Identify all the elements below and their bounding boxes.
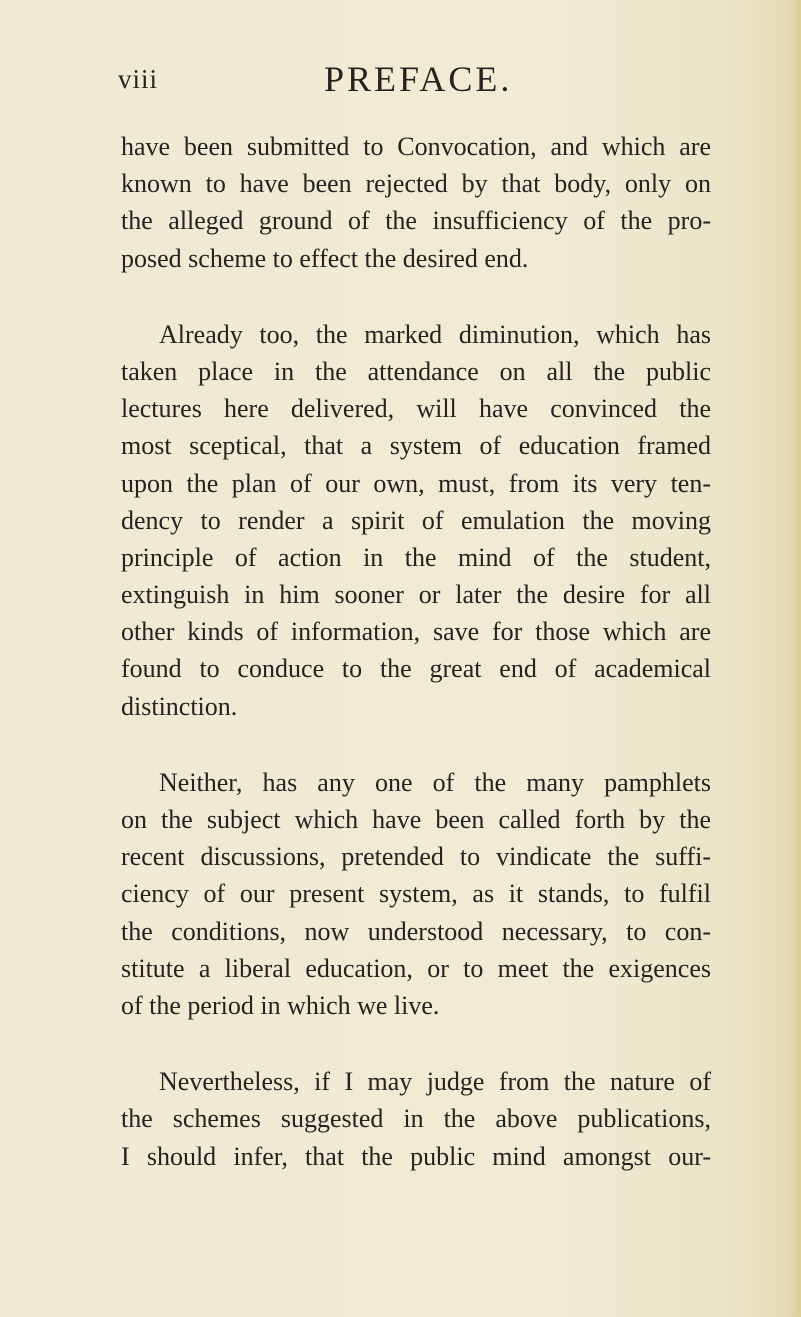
body-text: [121, 128, 711, 1175]
running-head: PREFACE.: [324, 59, 513, 99]
text-line: dency to render a spirit of emulation the moving: [121, 505, 711, 535]
text-line: lectures here delivered, will have convinced the: [121, 394, 711, 424]
text-line: on the subject which have been called forth by the: [121, 805, 711, 834]
text-line: known to have been rejected by that body, only on: [121, 169, 711, 199]
text-line: the schemes suggested in the above publications,: [121, 1104, 711, 1134]
text-line: principle of action in the mind of the student,: [121, 542, 711, 572]
paragraph-gap: [121, 1024, 711, 1063]
text-line: recent discussions, pretended to vindicate the suffi-: [121, 842, 711, 872]
paragraph-4: [121, 1063, 711, 1175]
text-line: stitute a liberal education, or to meet the exigences: [121, 953, 711, 983]
text-line: the conditions, now understood necessary, to con-: [121, 916, 711, 946]
text-line: Already too, the marked diminution, which has: [159, 319, 711, 349]
text-line: upon the plan of our own, must, from its very ten-: [121, 468, 711, 498]
paragraph-3: [121, 764, 711, 1024]
page-number: viii: [118, 64, 159, 94]
text-line: most sceptical, that a system of education framed: [121, 431, 711, 461]
text-line: have been submitted to Convocation, and which are: [121, 132, 711, 161]
text-line: I should infer, that the public mind amongst our-: [121, 1141, 711, 1171]
paragraph-gap: [121, 725, 711, 764]
text-line: the alleged ground of the insufficiency of the pro-: [121, 206, 711, 236]
text-line: other kinds of information, save for those which are: [121, 617, 711, 647]
text-line: Neither, has any one of the many pamphlets: [159, 767, 711, 797]
text-line: distinction.: [121, 691, 238, 721]
text-line: of the period in which we live.: [121, 990, 440, 1020]
text-line: found to conduce to the great end of academical: [121, 654, 711, 684]
text-line: taken place in the attendance on all the public: [121, 356, 711, 386]
text-line: ciency of our present system, as it stands, to fulfil: [121, 879, 711, 909]
page-header: [118, 58, 678, 108]
paragraph-gap: [121, 277, 711, 316]
paragraph-1: [121, 128, 711, 277]
text-line: posed scheme to effect the desired end.: [121, 243, 529, 273]
text-line: Nevertheless, if I may judge from the nature of: [159, 1067, 711, 1097]
page-edge-shadow: [787, 0, 801, 1317]
text-line: extinguish in him sooner or later the desire for all: [121, 580, 711, 610]
paragraph-2: [121, 316, 711, 725]
